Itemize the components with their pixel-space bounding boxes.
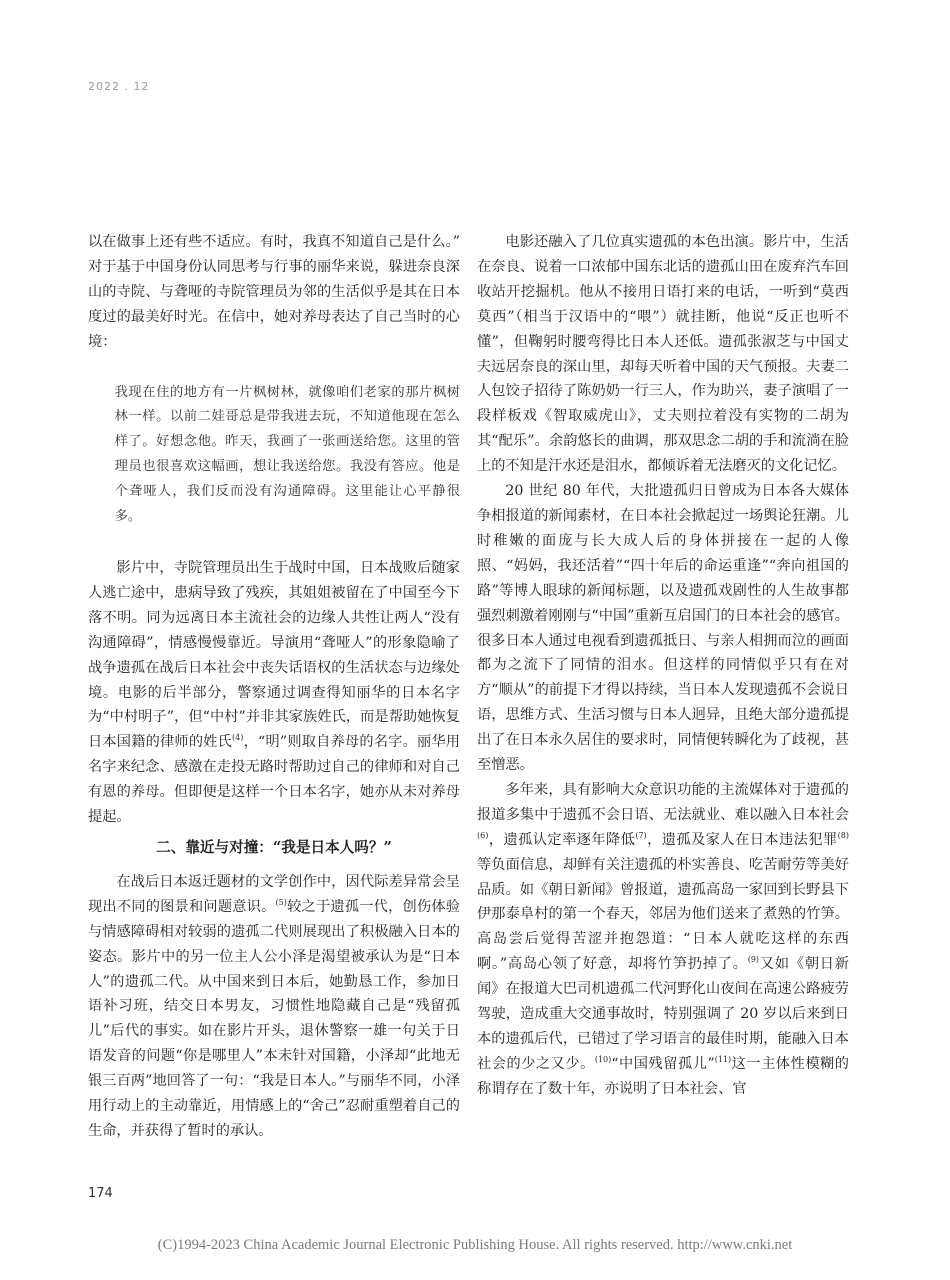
text-run: 这一主体性模糊的称谓存在了数十年，亦说明了日本社会、官 bbox=[477, 1055, 849, 1097]
footnote-ref[interactable]: (4) bbox=[232, 733, 244, 743]
text-run: 影片中，寺院管理员出生于战时中国，日本战败后随家人逃亡途中，患病导致了残疾，其姐姐被留在了中国至今下落不明。同为远离日本主流社会的边缘人共性让两人“没有沟通障碍”，情感慢慢靠近。导演用“聋哑人”的形象隐喻了战争遗孤在战后日本社会中丧失话语权的生活状态与边缘处境。电影的后半部分，警察通过调查得知丽华的日本名字为“中村明子”，但“中村”并非其家族姓氏，而是帮助她恢复日本国籍的律师的姓氏 bbox=[88, 559, 460, 751]
footnote-ref[interactable]: (7) bbox=[635, 830, 647, 840]
footnote-ref[interactable]: (5) bbox=[275, 897, 287, 907]
section-heading: 二、靠近与对撞：“我是日本人吗？” bbox=[156, 838, 392, 856]
paragraph: 以在做事上还有些不适应。有时，我真不知道自己是什么。” 对于基于中国身份认同思考与行事的丽华来说，躲进奈良深山的寺院、与聋哑的寺院管理员为邻的生活似乎是其在日本度过的最美好时光。在信中，她对养母表达了自己当时的心境： bbox=[88, 234, 460, 350]
footnote-ref[interactable]: (11) bbox=[714, 1054, 732, 1064]
issue-date: 2022 . 12 bbox=[88, 80, 150, 93]
footnote-ref[interactable]: (8) bbox=[837, 830, 849, 840]
paragraph: 20 世纪 80 年代，大批遗孤归日曾成为日本各大媒体争相报道的新闻素材，在日本社会掀起过一场舆论狂潮。儿时稚嫩的面庞与长大成人后的身体拼接在一起的人像照、“妈妈，我还活着”“四十年后的命运重逢”“奔向祖国的路”等博人眼球的新闻标题，以及遗孤戏剧性的人生故事都强烈刺激着刚刚与“中国”重新互启国门的日本社会的感官。很多日本人通过电视看到遗孤抵日、与亲人相拥而泣的画面都为之流下了同情的泪水。但这样的同情似乎只有在对方“顺从”的前提下才得以持续，当日本人发现遗孤不会说日语，思维方式、生活习惯与日本人迥异，且绝大部分遗孤提出了在日本永久居住的要求时，同情便转瞬化为了歧视，甚至憎恶。 bbox=[477, 483, 849, 774]
page-number: 174 bbox=[88, 1186, 113, 1201]
left-column bbox=[88, 230, 460, 1144]
letter-quote: 我现在住的地方有一片枫树林，就像咱们老家的那片枫树林一样。以前二娃哥总是带我进去玩，不知道他现在怎么样了。好想念他。昨天，我画了一张画送给您。这里的管理员也很喜欢这幅画，想让我送给您。我没有答应。他是个聋哑人，我们反而没有沟通障碍。这里能让心平静很多。 bbox=[114, 384, 460, 525]
text-run: 较之于遗孤一代，创伤体验与情感障碍相对较弱的遗孤二代则展现出了积极融入日本的姿态。影片中的另一位主人公小泽是渴望被承认为是“日本人”的遗孤二代。从中国来到日本后，她勤恳工作，参加日语补习班，结交日本男友，习惯性地隐藏自己是“残留孤儿”后代的事实。如在影片开头，退休警察一雄一句关于日语发音的问题“你是哪里人”本未针对国籍，小泽却“此地无银三百两”地回答了一句：“我是日本人。”与丽华不同，小泽用行动上的主动靠近，用情感上的“舍己”忍耐重塑着自己的生命，并获得了暂时的承认。 bbox=[88, 898, 460, 1139]
text-run: ，“明”则取自养母的名字。丽华用名字来纪念、感激在走投无路时帮助过自己的律师和对自己有恩的养母。但即便是这样一个日本名字，她亦从未对养母提起。 bbox=[88, 734, 460, 826]
paragraph: 电影还融入了几位真实遗孤的本色出演。影片中，生活在奈良、说着一口浓郁中国东北话的遗孤山田在废弃汽车回收站开挖掘机。他从不接用日语打来的电话，一听到“莫西莫西”（相当于汉语中的“喂”）就挂断，他说“反正也听不懂”，但鞠躬时腰弯得比日本人还低。遗孤张淑芝与中国丈夫远居奈良的深山里，却每天听着中国的天气预报。夫妻二人包饺子招待了陈奶奶一行三人，作为助兴，妻子演唱了一段样板戏《智取威虎山》，丈夫则拉着没有实物的二胡为其“配乐”。余韵悠长的曲调，那双思念二胡的手和流淌在脸上的不知是汗水还是泪水，都倾诉着无法磨灭的文化记忆。 bbox=[477, 234, 849, 475]
right-column bbox=[477, 230, 849, 1102]
footnote-ref[interactable]: (9) bbox=[747, 955, 760, 965]
copyright-notice: (C)1994-2023 China Academic Journal Electronic Publishing House. All rights reserved. http://www.cnki.net bbox=[157, 1237, 793, 1253]
text-run: ，遗孤认定率逐年降低 bbox=[488, 831, 636, 848]
paragraph bbox=[88, 556, 460, 830]
paragraph bbox=[88, 870, 460, 1144]
footnote-ref[interactable]: (10) bbox=[594, 1054, 612, 1064]
text-run: 多年来，具有影响大众意识功能的主流媒体对于遗孤的报道多集中于遗孤不会日语、无法就业、难以融入日本社会 bbox=[477, 781, 849, 823]
paragraph bbox=[477, 778, 849, 1102]
text-run: 又如《朝日新闻》在报道大巴司机遗孤二代河野化山夜间在高速公路疲劳驾驶，造成重大交通事故时，特别强调了 20 岁以后来到日本的遗孤后代，已错过了学习语言的最佳时期，能融入日本社会的少之又少。 bbox=[477, 956, 849, 1072]
text-run: 在战后日本返迁题材的文学创作中，因代际差异常会呈现出不同的图景和问题意识。 bbox=[88, 873, 460, 915]
footnote-ref[interactable]: (6) bbox=[477, 830, 489, 840]
text-run: 等负面信息，却鲜有关注遗孤的朴实善良、吃苦耐劳等美好品质。如《朝日新闻》曾报道，遗孤高岛一家回到长野县下伊那泰阜村的第一个春天，邻居为他们送来了煮熟的竹笋。高岛尝后觉得苦涩并抱怨道：“日本人就吃这样的东西啊。”高岛心领了好意，却将竹笋扔掉了。 bbox=[477, 856, 849, 973]
text-run: ，遗孤及家人在日本违法犯罪 bbox=[646, 831, 838, 848]
text-run: “中国残留孤儿” bbox=[611, 1055, 715, 1072]
